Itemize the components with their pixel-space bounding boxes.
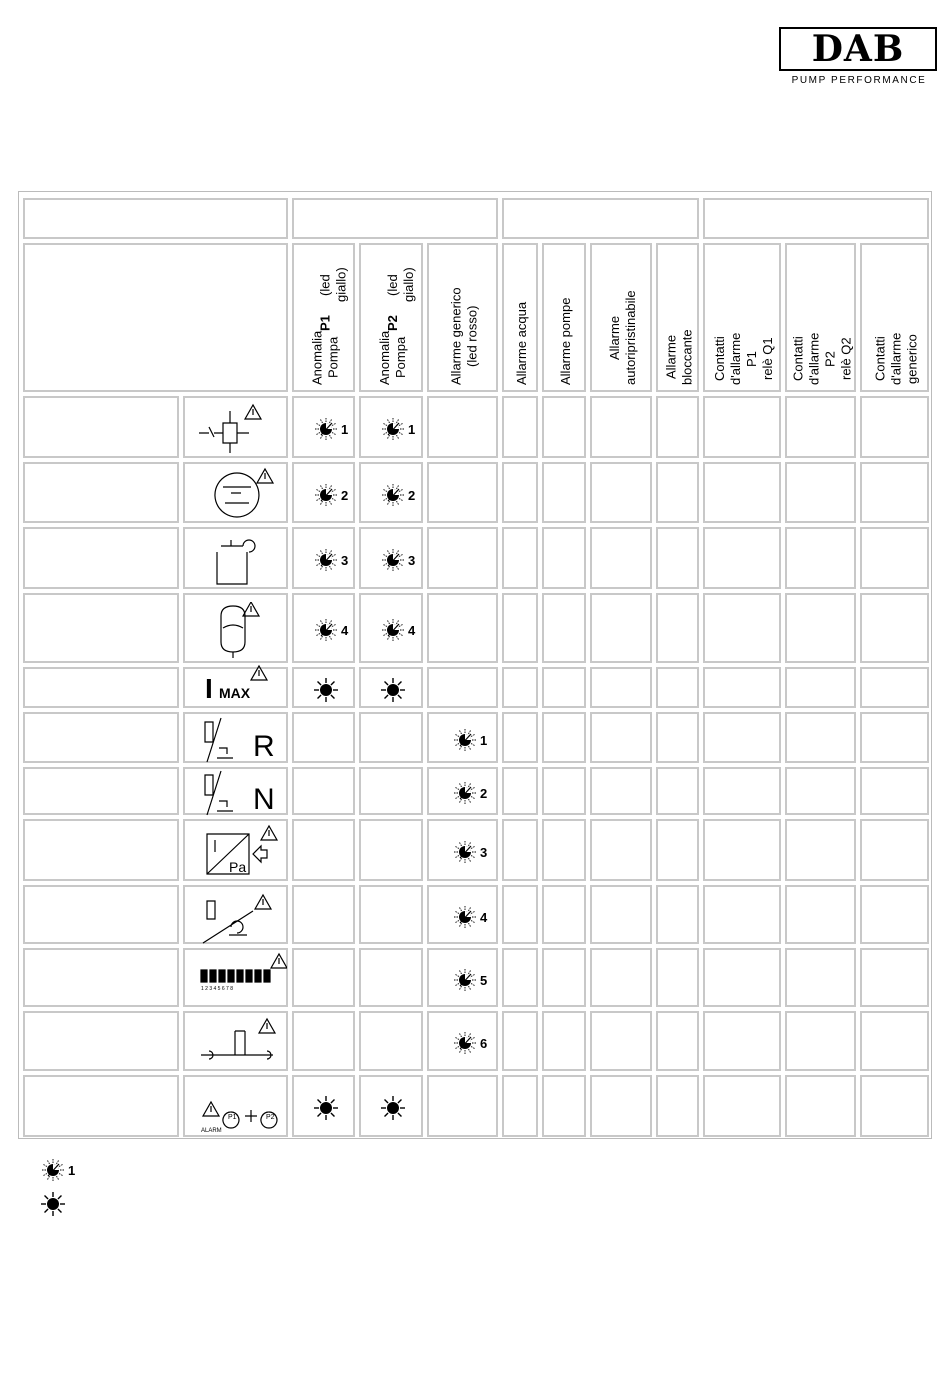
- row-icon-cell: [183, 527, 288, 589]
- column-header-label: Contatti d'allarme P2 relè Q2: [790, 332, 854, 385]
- empty-cell: [703, 1075, 781, 1137]
- empty-cell: [703, 1011, 781, 1071]
- cell-p2: [359, 885, 423, 944]
- float-switch-r-icon: [187, 712, 287, 768]
- empty-cell: [502, 885, 538, 944]
- svg-text:Pa: Pa: [229, 859, 247, 875]
- row-label-cell: [23, 767, 179, 815]
- cell-gen: [427, 1011, 498, 1071]
- empty-cell: [502, 948, 538, 1007]
- empty-cell: [703, 667, 781, 708]
- legend-steady-led: [38, 1189, 88, 1219]
- svg-text:I: I: [205, 672, 213, 704]
- cell-p2: [359, 593, 423, 663]
- empty-cell: [785, 667, 856, 708]
- alarm-table: [18, 191, 932, 1139]
- empty-cell: [590, 948, 652, 1007]
- empty-cell: [785, 885, 856, 944]
- dip-switch-icon: [187, 952, 287, 1008]
- empty-cell: [590, 462, 652, 523]
- column-header-cell: [703, 243, 781, 392]
- empty-cell: [502, 712, 538, 763]
- empty-cell: [785, 712, 856, 763]
- empty-cell: [703, 948, 781, 1007]
- blinking-led-icon: [311, 414, 361, 444]
- group-header-cell: [502, 198, 699, 239]
- imax-icon: [187, 662, 287, 718]
- row-label-cell: [23, 819, 179, 881]
- row-label-cell: [23, 667, 179, 708]
- cell-gen: [427, 712, 498, 763]
- steady-led-icon: [311, 1093, 361, 1123]
- empty-cell: [785, 593, 856, 663]
- row-icon-cell: [183, 396, 288, 458]
- empty-cell: [542, 593, 586, 663]
- empty-cell: [542, 527, 586, 589]
- empty-cell: [542, 1075, 586, 1137]
- empty-cell: [703, 819, 781, 881]
- cell-p1: [292, 712, 355, 763]
- column-header-cell: [427, 243, 498, 392]
- empty-cell: [590, 667, 652, 708]
- cell-gen: [427, 819, 498, 881]
- empty-cell: [785, 527, 856, 589]
- group-header-cell: [292, 198, 498, 239]
- cell-p1: [292, 1075, 355, 1137]
- blinking-led-icon: [450, 965, 500, 995]
- svg-text:6: 6: [479, 1036, 487, 1051]
- logo-tagline: PUMP PERFORMANCE: [791, 75, 927, 86]
- svg-text:4: 4: [408, 623, 416, 638]
- svg-text:2: 2: [479, 786, 487, 801]
- column-header-cell: [542, 243, 586, 392]
- header-label-cell: [23, 243, 288, 392]
- column-header-label: Contatti d'allarme generico: [872, 332, 920, 385]
- empty-cell: [785, 462, 856, 523]
- blinking-led-icon: [450, 837, 500, 867]
- blinking-led-icon: [311, 545, 361, 575]
- cell-p1: [292, 948, 355, 1007]
- empty-cell: [860, 1011, 929, 1071]
- cell-gen: [427, 462, 498, 523]
- svg-text:P1: P1: [228, 1114, 237, 1121]
- cell-gen: [427, 767, 498, 815]
- row-label-cell: [23, 885, 179, 944]
- empty-cell: [502, 1011, 538, 1071]
- cell-gen: [427, 885, 498, 944]
- motor-alarm-icon: [187, 467, 287, 523]
- empty-cell: [703, 885, 781, 944]
- vessel-alarm-icon: [187, 602, 287, 658]
- cell-p1: [292, 462, 355, 523]
- column-header-label: Anomalia Pompa P2 (led giallo): [377, 267, 416, 385]
- cell-p2: [359, 462, 423, 523]
- row-icon-cell: [183, 593, 288, 663]
- column-header-label: Allarme generico (led rosso): [448, 287, 480, 385]
- svg-text:4: 4: [479, 909, 487, 925]
- svg-text:ALARM: ALARM: [201, 1128, 222, 1134]
- row-label-cell: [23, 593, 179, 663]
- row-icon-cell: [183, 948, 288, 1007]
- svg-text:P2: P2: [266, 1114, 275, 1121]
- cell-gen: [427, 593, 498, 663]
- empty-cell: [542, 885, 586, 944]
- empty-cell: [785, 767, 856, 815]
- cell-p2: [359, 396, 423, 458]
- empty-cell: [542, 396, 586, 458]
- row-icon-cell: [183, 667, 288, 708]
- row-icon-cell: [183, 885, 288, 944]
- empty-cell: [656, 767, 699, 815]
- empty-cell: [656, 396, 699, 458]
- svg-text:2: 2: [408, 487, 416, 503]
- cell-p2: [359, 667, 423, 708]
- empty-cell: [656, 819, 699, 881]
- float-switch-n-icon: [187, 765, 287, 821]
- svg-text:2: 2: [340, 487, 348, 503]
- empty-cell: [703, 462, 781, 523]
- empty-cell: [502, 462, 538, 523]
- cell-gen: [427, 527, 498, 589]
- svg-text:1: 1: [340, 422, 348, 437]
- svg-text:5: 5: [479, 972, 487, 988]
- column-header-cell: [656, 243, 699, 392]
- cell-p2: [359, 819, 423, 881]
- blinking-led-icon: [311, 615, 361, 645]
- steady-led-icon: [378, 1093, 428, 1123]
- blinking-led-icon: [378, 414, 428, 444]
- empty-cell: [542, 948, 586, 1007]
- svg-text:3: 3: [479, 845, 487, 860]
- blinking-led-icon: [378, 480, 428, 510]
- empty-cell: [860, 712, 929, 763]
- svg-text:4: 4: [340, 623, 348, 638]
- group-header-cell: [23, 198, 288, 239]
- empty-cell: [502, 396, 538, 458]
- blinking-led-icon: [311, 480, 361, 510]
- row-label-cell: [23, 396, 179, 458]
- svg-text:N: N: [253, 783, 275, 816]
- empty-cell: [785, 1075, 856, 1137]
- cell-p1: [292, 1011, 355, 1071]
- empty-cell: [656, 885, 699, 944]
- svg-text:1 2 3 4 5 6 7 8: 1 2 3 4 5 6 7 8: [201, 985, 233, 992]
- column-header-cell: [359, 243, 423, 392]
- empty-cell: [656, 1011, 699, 1071]
- empty-cell: [590, 712, 652, 763]
- column-header-label: Allarme acqua: [514, 301, 529, 385]
- flow-switch-icon: [187, 889, 287, 945]
- empty-cell: [502, 527, 538, 589]
- empty-cell: [860, 593, 929, 663]
- empty-cell: [785, 396, 856, 458]
- empty-cell: [542, 1011, 586, 1071]
- empty-cell: [502, 819, 538, 881]
- blinking-led-icon: [378, 615, 428, 645]
- empty-cell: [590, 767, 652, 815]
- column-header-cell: [590, 243, 652, 392]
- empty-cell: [542, 767, 586, 815]
- empty-cell: [542, 819, 586, 881]
- row-label-cell: [23, 712, 179, 763]
- row-icon-cell: [183, 767, 288, 815]
- empty-cell: [703, 712, 781, 763]
- empty-cell: [860, 819, 929, 881]
- row-label-cell: [23, 462, 179, 523]
- svg-text:1: 1: [479, 732, 487, 748]
- svg-text:MAX: MAX: [219, 684, 251, 701]
- svg-text:3: 3: [408, 553, 416, 568]
- empty-cell: [703, 527, 781, 589]
- svg-text:1: 1: [68, 1163, 76, 1178]
- empty-cell: [590, 1075, 652, 1137]
- pressure-transducer-icon: [187, 824, 287, 880]
- empty-cell: [502, 593, 538, 663]
- cell-p2: [359, 1075, 423, 1137]
- column-header-label: Allarme pompe: [558, 297, 573, 385]
- column-header-label: Contatti d'allarme P1 relè Q1: [712, 332, 775, 385]
- empty-cell: [860, 396, 929, 458]
- legend-blinking-led: [38, 1155, 88, 1185]
- empty-cell: [860, 885, 929, 944]
- cell-gen: [427, 948, 498, 1007]
- row-label-cell: [23, 1011, 179, 1071]
- empty-cell: [656, 462, 699, 523]
- empty-cell: [656, 667, 699, 708]
- empty-cell: [542, 462, 586, 523]
- row-icon-cell: [183, 819, 288, 881]
- empty-cell: [860, 462, 929, 523]
- column-header-cell: [292, 243, 355, 392]
- column-header-cell: [785, 243, 856, 392]
- svg-text:R: R: [253, 729, 275, 763]
- steady-led-icon: [311, 675, 361, 705]
- group-header-cell: [703, 198, 929, 239]
- row-icon-cell: [183, 712, 288, 763]
- cell-p1: [292, 593, 355, 663]
- empty-cell: [860, 667, 929, 708]
- row-icon-cell: [183, 1011, 288, 1071]
- cell-gen: [427, 667, 498, 708]
- svg-text:1: 1: [408, 422, 416, 437]
- empty-cell: [703, 396, 781, 458]
- empty-cell: [860, 767, 929, 815]
- relay-alarm-icon: [187, 401, 287, 457]
- empty-cell: [590, 819, 652, 881]
- svg-text:3: 3: [340, 553, 348, 568]
- empty-cell: [590, 593, 652, 663]
- blinking-led-icon: [450, 902, 500, 932]
- cell-p1: [292, 819, 355, 881]
- empty-cell: [860, 1075, 929, 1137]
- blinking-led-icon: [450, 1028, 500, 1058]
- column-header-label: Anomalia Pompa P1 (led giallo): [309, 267, 349, 385]
- row-label-cell: [23, 948, 179, 1007]
- cell-p2: [359, 712, 423, 763]
- empty-cell: [542, 712, 586, 763]
- cell-gen: [427, 1075, 498, 1137]
- cell-gen: [427, 396, 498, 458]
- row-label-cell: [23, 527, 179, 589]
- blinking-led-icon: [378, 545, 428, 575]
- empty-cell: [656, 948, 699, 1007]
- empty-cell: [590, 396, 652, 458]
- alarm-p1-p2-icon: [187, 1080, 287, 1136]
- cell-p2: [359, 767, 423, 815]
- empty-cell: [860, 948, 929, 1007]
- empty-cell: [502, 1075, 538, 1137]
- steady-led-icon: [378, 675, 428, 705]
- column-header-cell: [860, 243, 929, 392]
- cell-p1: [292, 767, 355, 815]
- empty-cell: [542, 667, 586, 708]
- cell-p2: [359, 948, 423, 1007]
- blinking-led-icon: [450, 725, 500, 755]
- empty-cell: [502, 667, 538, 708]
- empty-cell: [656, 527, 699, 589]
- empty-cell: [590, 885, 652, 944]
- column-header-cell: [502, 243, 538, 392]
- cell-p1: [292, 527, 355, 589]
- blinking-led-icon: [450, 778, 500, 808]
- empty-cell: [785, 1011, 856, 1071]
- empty-cell: [502, 767, 538, 815]
- empty-cell: [703, 767, 781, 815]
- logo-brand: DAB: [779, 27, 937, 71]
- empty-cell: [656, 1075, 699, 1137]
- cell-p2: [359, 1011, 423, 1071]
- column-header-label: Allarme bloccante: [663, 329, 695, 385]
- empty-cell: [590, 1011, 652, 1071]
- cell-p1: [292, 396, 355, 458]
- cell-p1: [292, 885, 355, 944]
- row-label-cell: [23, 1075, 179, 1137]
- dab-logo: [779, 27, 939, 89]
- empty-cell: [656, 593, 699, 663]
- pipe-alarm-icon: [187, 1015, 287, 1071]
- tank-pump-icon: [187, 532, 287, 588]
- empty-cell: [785, 948, 856, 1007]
- empty-cell: [590, 527, 652, 589]
- row-icon-cell: [183, 462, 288, 523]
- empty-cell: [860, 527, 929, 589]
- empty-cell: [656, 712, 699, 763]
- empty-cell: [703, 593, 781, 663]
- column-header-label: Allarme autoripristinabile: [607, 290, 638, 385]
- empty-cell: [785, 819, 856, 881]
- row-icon-cell: [183, 1075, 288, 1137]
- cell-p1: [292, 667, 355, 708]
- cell-p2: [359, 527, 423, 589]
